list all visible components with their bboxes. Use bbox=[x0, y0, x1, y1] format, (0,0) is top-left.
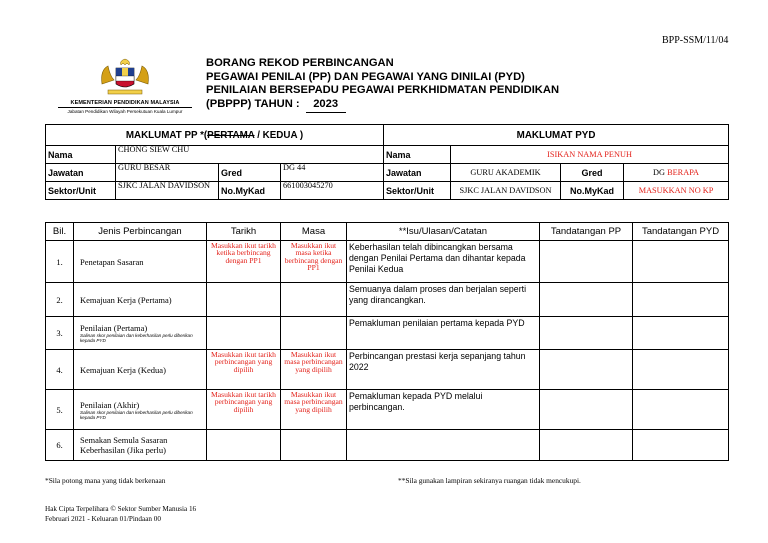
pyd-gred-value[interactable] bbox=[624, 164, 729, 182]
row-isu[interactable]: Semuanya dalam proses dan berjalan seperti yang dirancangkan. bbox=[347, 283, 540, 317]
row-jenis-label: Penilaian (Pertama) bbox=[80, 323, 148, 333]
header-tandatangan-pp: Tandatangan PP bbox=[540, 223, 633, 241]
row-bil: 4. bbox=[46, 350, 74, 390]
row-jenis bbox=[74, 350, 207, 390]
pp-nama-value[interactable]: CHONG SIEW CHU bbox=[116, 146, 384, 164]
row-isu[interactable]: Pemakluman penilaian pertama kepada PYD bbox=[347, 317, 540, 350]
row-bil: 1. bbox=[46, 241, 74, 283]
row-bil: 6. bbox=[46, 430, 74, 461]
row-masa[interactable] bbox=[281, 317, 347, 350]
pp-gred-label: Gred bbox=[219, 164, 281, 182]
pp-header-strikethrough: PERTAMA bbox=[207, 129, 255, 141]
title-line-3: PENILAIAN BERSEPADU PEGAWAI PERKHIDMATAN PENDIDIKAN bbox=[206, 84, 560, 97]
pp-nama-label: Nama bbox=[46, 146, 116, 164]
pp-jawatan-value[interactable]: GURU BESAR bbox=[116, 164, 219, 182]
title-year: 2023 bbox=[306, 98, 346, 113]
row-tarikh[interactable]: Masukkan ikut tarikh perbincangan yang dipilih bbox=[207, 390, 281, 430]
row-signature-pyd[interactable] bbox=[633, 317, 729, 350]
pp-gred-value[interactable]: DG 44 bbox=[281, 164, 384, 182]
pyd-jawatan-value[interactable]: GURU AKADEMIK bbox=[451, 164, 561, 182]
row-signature-pp[interactable] bbox=[540, 283, 633, 317]
edition-line: Februari 2021 - Keluaran 01/Pindaan 00 bbox=[45, 515, 161, 523]
row-masa[interactable] bbox=[281, 430, 347, 461]
row-signature-pyd[interactable] bbox=[633, 241, 729, 283]
row-jenis-label: Semakan Semula Sasaran Keberhasilan (Jika perlu) bbox=[80, 435, 168, 455]
row-signature-pp[interactable] bbox=[540, 430, 633, 461]
discussion-header-row bbox=[46, 223, 729, 241]
header-isu: **Isu/Ulasan/Catatan bbox=[347, 223, 540, 241]
row-jenis-subnote: Salinan skor penilaian dan keberhasilan perlu diberikan kepada PYD bbox=[80, 409, 193, 420]
row-signature-pyd[interactable] bbox=[633, 390, 729, 430]
row-tarikh[interactable] bbox=[207, 430, 281, 461]
row-masa[interactable]: Masukkan ikut masa perbincangan yang dipilih bbox=[281, 390, 347, 430]
pp-sektor-label: Sektor/Unit bbox=[46, 182, 116, 200]
pp-jawatan-label: Jawatan bbox=[46, 164, 116, 182]
row-jenis bbox=[74, 390, 207, 430]
officer-info-table bbox=[45, 124, 729, 200]
header-tarikh: Tarikh bbox=[207, 223, 281, 241]
header-masa: Masa bbox=[281, 223, 347, 241]
discussion-table bbox=[45, 222, 729, 461]
row-masa[interactable]: Masukkan ikut masa perbincangan yang dipilih bbox=[281, 350, 347, 390]
header-bil: Bil. bbox=[46, 223, 74, 241]
pp-header-text: MAKLUMAT PP *( bbox=[125, 129, 208, 141]
row-jenis bbox=[74, 430, 207, 461]
row-signature-pp[interactable] bbox=[540, 241, 633, 283]
discussion-row bbox=[46, 241, 729, 283]
pyd-mykad-label: No.MyKad bbox=[561, 182, 624, 200]
title-year-label: (PBPPP) TAHUN : bbox=[206, 98, 300, 111]
header-jenis: Jenis Perbincangan bbox=[74, 223, 207, 241]
title-line-4 bbox=[206, 98, 559, 113]
pyd-sektor-value[interactable]: SJKC JALAN DAVIDSON bbox=[451, 182, 561, 200]
row-signature-pyd[interactable] bbox=[633, 350, 729, 390]
pyd-jawatan-label: Jawatan bbox=[384, 164, 451, 182]
row-signature-pyd[interactable] bbox=[633, 430, 729, 461]
row-isu[interactable]: Keberhasilan telah dibincangkan bersama dengan Penilai Pertama dan dihantar kepada Penilai Kedua bbox=[347, 241, 540, 283]
row-isu[interactable] bbox=[347, 430, 540, 461]
discussion-row bbox=[46, 350, 729, 390]
discussion-row bbox=[46, 430, 729, 461]
pyd-gred-placeholder: BERAPA bbox=[667, 167, 700, 177]
title-line-2: PEGAWAI PENILAI (PP) DAN PEGAWAI YANG DINILAI (PYD) bbox=[206, 70, 525, 83]
discussion-row bbox=[46, 317, 729, 350]
pp-mykad-label: No.MyKad bbox=[219, 182, 281, 200]
row-tarikh[interactable] bbox=[207, 283, 281, 317]
row-signature-pp[interactable] bbox=[540, 390, 633, 430]
header-tandatangan-pyd: Tandatangan PYD bbox=[633, 223, 729, 241]
row-jenis-label: Kemajuan Kerja (Kedua) bbox=[80, 364, 166, 375]
row-tarikh[interactable] bbox=[207, 317, 281, 350]
row-bil: 3. bbox=[46, 317, 74, 350]
row-bil: 2. bbox=[46, 283, 74, 317]
pyd-sektor-label: Sektor/Unit bbox=[384, 182, 451, 200]
note-strike-instruction: *Sila potong mana yang tidak berkenaan bbox=[45, 476, 166, 485]
pp-mykad-value[interactable]: 661003045270 bbox=[281, 182, 384, 200]
pyd-nama-value[interactable]: ISIKAN NAMA PENUH bbox=[451, 146, 729, 164]
pyd-gred-prefix: DG bbox=[653, 167, 668, 177]
row-jenis-label: Kemajuan Kerja (Pertama) bbox=[80, 294, 172, 305]
row-signature-pp[interactable] bbox=[540, 350, 633, 390]
row-jenis bbox=[74, 241, 207, 283]
row-isu[interactable]: Perbincangan prestasi kerja sepanjang tahun 2022 bbox=[347, 350, 540, 390]
copyright-line: Hak Cipta Terpelihara © Sektor Sumber Manusia 16 bbox=[45, 505, 197, 513]
pp-sektor-value[interactable]: SJKC JALAN DAVIDSON bbox=[116, 182, 219, 200]
row-signature-pyd[interactable] bbox=[633, 283, 729, 317]
title-line-1: BORANG REKOD PERBINCANGAN bbox=[206, 57, 394, 69]
pyd-mykad-value[interactable]: MASUKKAN NO KP bbox=[624, 182, 729, 200]
pyd-info-header: MAKLUMAT PYD bbox=[384, 125, 729, 146]
row-masa[interactable] bbox=[281, 283, 347, 317]
ministry-logo bbox=[50, 56, 200, 114]
row-jenis bbox=[74, 283, 207, 317]
note-attachment-instruction: **Sila gunakan lampiran sekiranya ruangan tidak mencukupi. bbox=[398, 476, 581, 485]
row-jenis bbox=[74, 317, 207, 350]
pyd-nama-label: Nama bbox=[384, 146, 451, 164]
ministry-name: KEMENTERIAN PENDIDIKAN MALAYSIA bbox=[70, 100, 180, 106]
discussion-row bbox=[46, 283, 729, 317]
pyd-gred-label: Gred bbox=[561, 164, 624, 182]
malaysia-crest-icon bbox=[94, 56, 156, 98]
row-masa[interactable]: Masukkan ikut masa ketika berbincang dengan PP1 bbox=[281, 241, 347, 283]
form-title bbox=[206, 57, 559, 113]
department-name: Jabatan Pendidikan Wilayah Persekutuan Kuala Lumpur bbox=[58, 107, 192, 114]
pp-info-header bbox=[46, 125, 384, 146]
document-reference: BPP-SSM/11/04 bbox=[662, 35, 729, 46]
row-jenis-subnote: Salinan skor penilaian dan keberhasilan perlu diberikan kepada PYD bbox=[80, 333, 193, 343]
row-jenis-label: Penilaian (Akhir) bbox=[80, 399, 140, 410]
discussion-row bbox=[46, 390, 729, 430]
row-tarikh[interactable]: Masukkan ikut tarikh ketika berbincang dengan PP1 bbox=[207, 241, 281, 283]
row-signature-pp[interactable] bbox=[540, 317, 633, 350]
pp-header-text-end: / KEDUA ) bbox=[254, 129, 304, 141]
row-tarikh[interactable]: Masukkan ikut tarikh perbincangan yang dipilih bbox=[207, 350, 281, 390]
row-bil: 5. bbox=[46, 390, 74, 430]
row-jenis-label: Penetapan Sasaran bbox=[80, 256, 144, 267]
row-isu[interactable]: Pemakluman kepada PYD melalui perbincangan. bbox=[347, 390, 540, 430]
